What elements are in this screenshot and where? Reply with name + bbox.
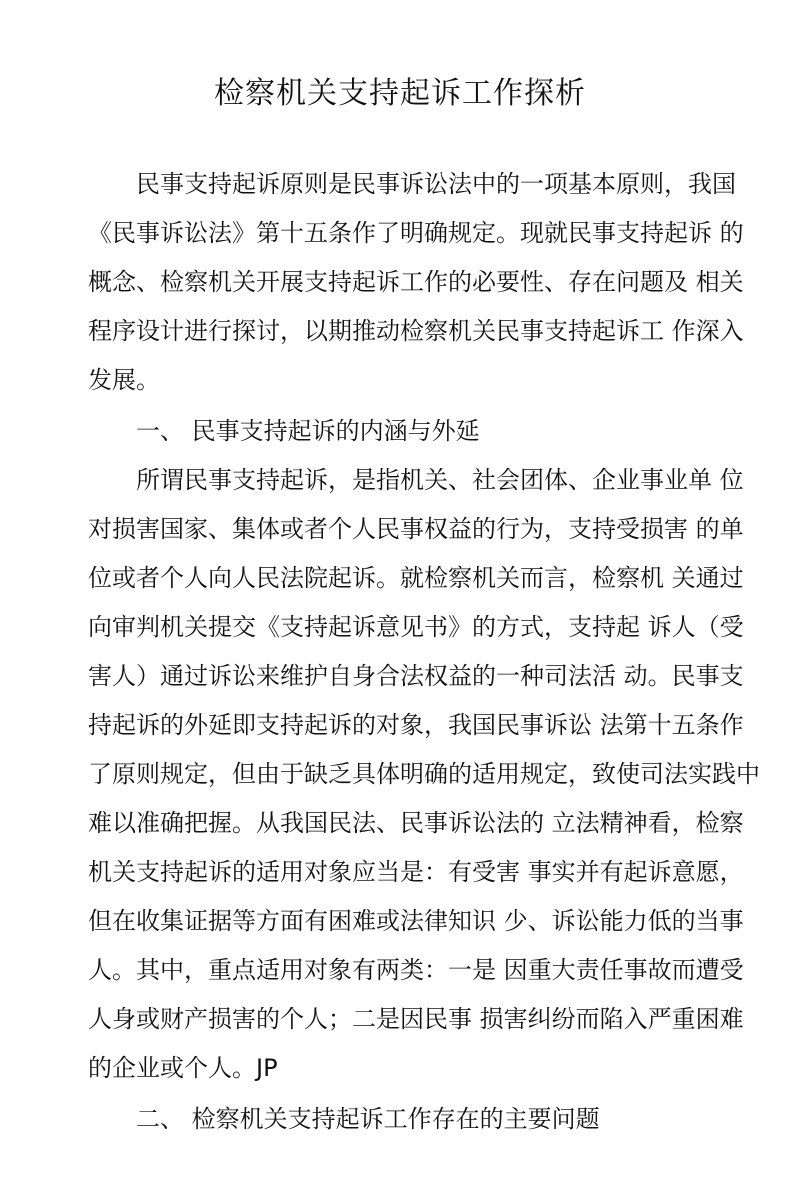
text-line: 概念、检察机关开展支持起诉工作的必要性、存在问题及 相关 <box>88 268 744 296</box>
text-line: 了原则规定，但由于缺乏具体明确的适用规定，致使司法实践中 <box>88 760 760 788</box>
text-line: 机关支持起诉的适用对象应当是：有受害 事实并有起诉意愿， <box>88 858 744 886</box>
text-line: 民事支持起诉原则是民事诉讼法中的一项基本原则，我国 <box>88 170 736 198</box>
text-line: 《民事诉讼法》第十五条作了明确规定。现就民事支持起诉 的 <box>88 219 744 247</box>
text-line: 程序设计进行探讨，以期推动检察机关民事支持起诉工 作深入 <box>88 317 744 345</box>
text-line: 难以准确把握。从我国民法、民事诉讼法的 立法精神看，检察 <box>88 809 744 837</box>
text-line: 位或者个人向人民法院起诉。就检察机关而言，检察机 关通过 <box>88 564 744 592</box>
text-line: 人。其中，重点适用对象有两类：一是 因重大责任事故而遭受 <box>88 956 744 984</box>
text-line: 但在收集证据等方面有困难或法律知识 少、诉讼能力低的当事 <box>88 907 744 935</box>
text-line: 发展。 <box>88 366 160 394</box>
document-title: 检察机关支持起诉工作探析 <box>214 76 586 111</box>
text-line: 害人）通过诉讼来维护自身合法权益的一种司法活 动。民事支 <box>88 662 744 690</box>
text-line: 向审判机关提交《支持起诉意见书》的方式，支持起 诉人（受 <box>88 613 744 641</box>
section-heading: 一、 民事支持起诉的内涵与外延 <box>88 417 480 445</box>
section-heading: 二、 检察机关支持起诉工作存在的主要问题 <box>88 1105 600 1133</box>
text-line: 的企业或个人。JP <box>88 1054 278 1082</box>
text-line: 持起诉的外延即支持起诉的对象，我国民事诉讼 法第十五条作 <box>88 711 744 739</box>
text-line: 对损害国家、集体或者个人民事权益的行为，支持受损害 的单 <box>88 515 744 543</box>
text-line: 所谓民事支持起诉，是指机关、社会团体、企业事业单 位 <box>88 466 744 494</box>
text-line: 人身或财产损害的个人；二是因民事 损害纠纷而陷入严重困难 <box>88 1005 744 1033</box>
